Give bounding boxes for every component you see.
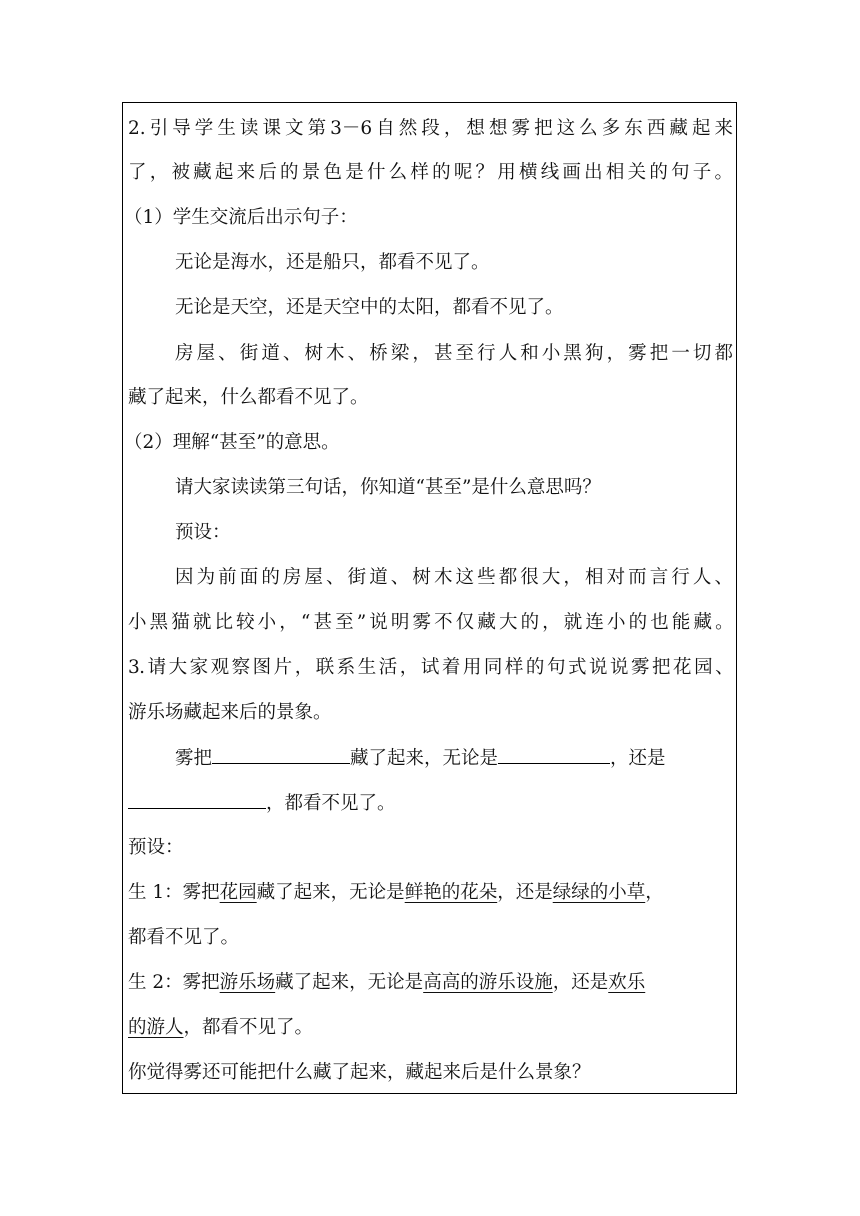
- text-line: 无论是海水，还是船只，都看不见了。: [175, 252, 490, 273]
- underlined-text: 高高的游乐设施: [423, 972, 553, 993]
- example-line: [128, 1013, 313, 1043]
- text-segment: 生 1：雾把: [128, 882, 220, 903]
- text-line: （2）理解“甚至”的意思。: [124, 432, 340, 453]
- text-line: 了，被藏起来后的景色是什么样的呢？用横线画出相关的句子。: [128, 162, 733, 183]
- text-segment: ，都看不见了。: [266, 793, 396, 814]
- underlined-text: 欢乐: [608, 972, 646, 993]
- text-line: 你觉得雾还可能把什么藏了起来，藏起来后是什么景象？: [128, 1062, 591, 1083]
- text-line: 预设：: [128, 837, 184, 858]
- text-line: 藏了起来，什么都看不见了。: [128, 387, 369, 408]
- example-line: [128, 968, 645, 998]
- text-line: 请大家读读第三句话，你知道“甚至”是什么意思吗？: [175, 477, 601, 498]
- text-segment: ，: [645, 882, 664, 903]
- underlined-text: 绿绿的小草: [552, 882, 646, 903]
- text-line: 小黑猫就比较小，“甚至”说明雾不仅藏大的，就连小的也能藏。: [128, 612, 733, 633]
- text-line: 2.引导学生读课文第3－6自然段，想想雾把这么多东西藏起来: [128, 118, 733, 139]
- answer-blank: [498, 743, 610, 764]
- text-line: 游乐场藏起来后的景象。: [128, 702, 332, 723]
- underlined-text: 的游人: [128, 1017, 184, 1038]
- text-line: （1）学生交流后出示句子：: [124, 207, 358, 228]
- text-segment: 藏了起来，无论是: [275, 972, 424, 993]
- text-line: 都看不见了。: [128, 927, 240, 948]
- text-line: 无论是天空，还是天空中的太阳，都看不见了。: [175, 297, 564, 318]
- fill-in-line: [128, 788, 396, 818]
- text-segment: 藏了起来，无论是: [256, 882, 405, 903]
- text-segment: 生 2：雾把: [128, 972, 220, 993]
- answer-blank: [212, 743, 350, 764]
- underlined-text: 游乐场: [219, 972, 276, 993]
- text-segment: 雾把: [175, 748, 213, 769]
- text-line: 3.请大家观察图片，联系生活，试着用同样的句式说说雾把花园、: [128, 657, 733, 678]
- text-line: 房屋、街道、树木、桥梁，甚至行人和小黑狗，雾把一切都: [175, 343, 733, 364]
- text-segment: ，还是: [610, 748, 666, 769]
- text-segment: ，还是: [497, 882, 553, 903]
- example-line: [128, 878, 664, 908]
- answer-blank: [128, 788, 266, 809]
- underlined-text: 鲜艳的花朵: [404, 882, 498, 903]
- fill-in-line: [175, 743, 666, 773]
- text-segment: ，都看不见了。: [183, 1017, 314, 1038]
- text-line: 预设：: [175, 522, 231, 543]
- text-segment: 藏了起来，无论是: [350, 748, 499, 769]
- underlined-text: 花园: [219, 882, 257, 903]
- text-segment: ，还是: [552, 972, 609, 993]
- text-line: 因为前面的房屋、街道、树木这些都很大，相对而言行人、: [175, 567, 733, 588]
